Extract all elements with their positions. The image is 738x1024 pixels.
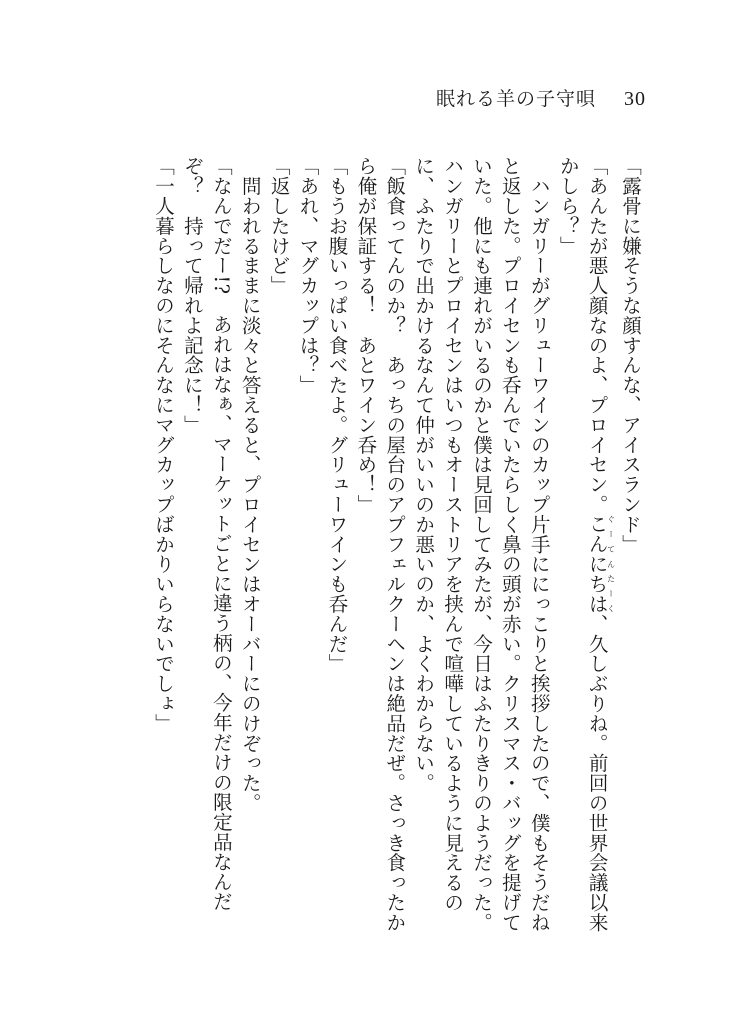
page-header (436, 84, 646, 111)
ruby-reading: ぐ ー て ん た ー く (606, 514, 616, 614)
text-line: ぞ？ 持って帰れよ記念に！」 (180, 156, 204, 435)
text-line: 「もうお腹いっぱい食べたよ。グリューワインも呑んだ」 (325, 156, 349, 674)
text-line: 「一人暮らしなのにそんなにマグカップばかりいらないでしょ」 (152, 156, 175, 734)
text-line: ら俺が保証する！ あとワイン呑め！」 (354, 156, 378, 515)
text-line: 「返したけど」 (267, 156, 291, 296)
text-line: 問われるままに淡々と答えると、プロイセンはオーバーにのけぞった。 (238, 156, 262, 813)
page-number: 30 (624, 88, 646, 110)
text-line-with-ruby (582, 156, 616, 933)
text-line: かしら？」 (556, 156, 580, 256)
ruby-base: こんにちは (585, 514, 609, 614)
text-line: に、ふたりで出かけるなんて仲がいいのか悪いのか、よくわからない。 (412, 156, 436, 793)
text-line: いた。他にも連れがいるのかと僕は見回してみたが、今日はふたりきりのようだった。 (469, 156, 493, 933)
ruby-annotation (585, 514, 616, 614)
book-title: 眠れる羊の子守唄 (435, 88, 596, 110)
text-line: 「飯食ってんのか？ あっちの屋台のアプフェルクーヘンは絶品だぜ。さっき食ったか (383, 156, 407, 933)
text-line-post: 、久しぶりね。前回の世界会議以来 (585, 613, 609, 933)
text-line: 「なんでだー!? あれはなぁ、マーケットごとに違う柄の、今年だけの限定品なんだ (209, 156, 233, 912)
text-line: 「あれ、マグカップは？」 (296, 156, 320, 395)
text-line-pre: 「あんたが悪人顔なのよ、プロイセン。 (585, 156, 609, 515)
text-line: ハンガリーがグリューワインのカップ片手ににっこりと挨拶したので、僕もそうだね (527, 156, 551, 933)
text-line: ハンガリーとプロイセンはいつもオーストリアを挟んで喧嘩しているように見えるの (441, 156, 465, 913)
body-text (148, 156, 644, 933)
text-line: と返した。プロイセンも呑んでいたらしく鼻の頭が赤い。クリスマス・バッグを提げて (498, 156, 522, 933)
text-line: 「露骨に嫌そうな顔すんな、アイスランド」 (619, 156, 642, 554)
